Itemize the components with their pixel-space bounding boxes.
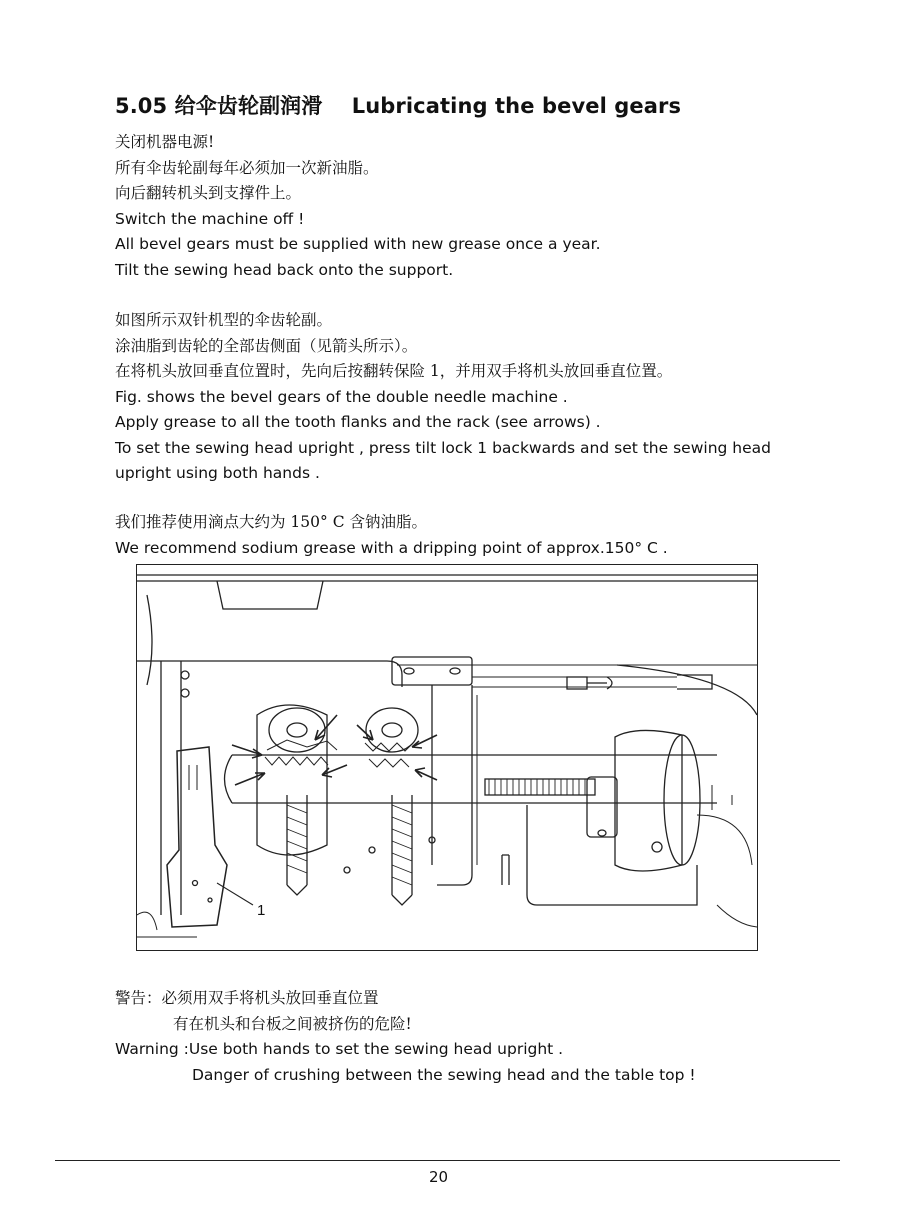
instruction-line: Switch the machine off ! bbox=[115, 209, 305, 228]
instruction-line: 如图所示双针机型的伞齿轮副。 bbox=[115, 311, 333, 329]
instruction-line: 在将机头放回垂直位置时，先向后按翻转保险 1，并用双手将机头放回垂直位置。 bbox=[115, 362, 673, 380]
instructions-block-3 bbox=[115, 510, 805, 561]
section-number: 5.05 bbox=[115, 94, 168, 118]
instruction-line: 向后翻转机头到支撑件上。 bbox=[115, 184, 302, 202]
instruction-line: We recommend sodium grease with a dripping point of approx.150° C . bbox=[115, 538, 668, 557]
instructions-block-2 bbox=[115, 308, 805, 487]
warning-block bbox=[115, 986, 815, 1088]
heading-zh: 给伞齿轮副润滑 bbox=[174, 93, 323, 118]
warning-line: Danger of crushing between the sewing head and the table top ! bbox=[192, 1065, 696, 1084]
instruction-line: Fig. shows the bevel gears of the double needle machine . bbox=[115, 387, 568, 406]
instruction-line: Tilt the sewing head back onto the support. bbox=[115, 260, 454, 279]
callout-label: 1 bbox=[257, 902, 266, 919]
instruction-line: 我们推荐使用滴点大约为 150° C 含钠油脂。 bbox=[115, 513, 427, 531]
warning-line: Warning :Use both hands to set the sewing head upright . bbox=[115, 1040, 564, 1058]
machine-line-drawing bbox=[137, 565, 757, 950]
warning-line: 警告：必须用双手将机头放回垂直位置 bbox=[115, 989, 379, 1007]
instruction-line: 涂油脂到齿轮的全部齿侧面（见箭头所示）。 bbox=[115, 336, 418, 355]
heading-en: Lubricating the bevel gears bbox=[351, 94, 682, 118]
section-heading bbox=[115, 90, 681, 120]
bevel-gear-illustration bbox=[136, 564, 758, 951]
instruction-line: 所有伞齿轮副每年必须加一次新油脂。 bbox=[115, 158, 379, 177]
warning-line: 有在机头和台板之间被挤伤的危险! bbox=[173, 1014, 412, 1033]
instruction-line: upright using both hands . bbox=[115, 464, 320, 482]
instructions-block-1 bbox=[115, 130, 805, 283]
instruction-line: To set the sewing head upright , press tilt lock 1 backwards and set the sewing head bbox=[115, 438, 771, 457]
page-number: 20 bbox=[428, 1168, 449, 1186]
instruction-line: All bevel gears must be supplied with new grease once a year. bbox=[115, 235, 601, 253]
instruction-line: Apply grease to all the tooth flanks and the rack (see arrows) . bbox=[115, 413, 601, 431]
instruction-line: 关闭机器电源! bbox=[115, 133, 215, 151]
footer-divider bbox=[55, 1160, 840, 1161]
